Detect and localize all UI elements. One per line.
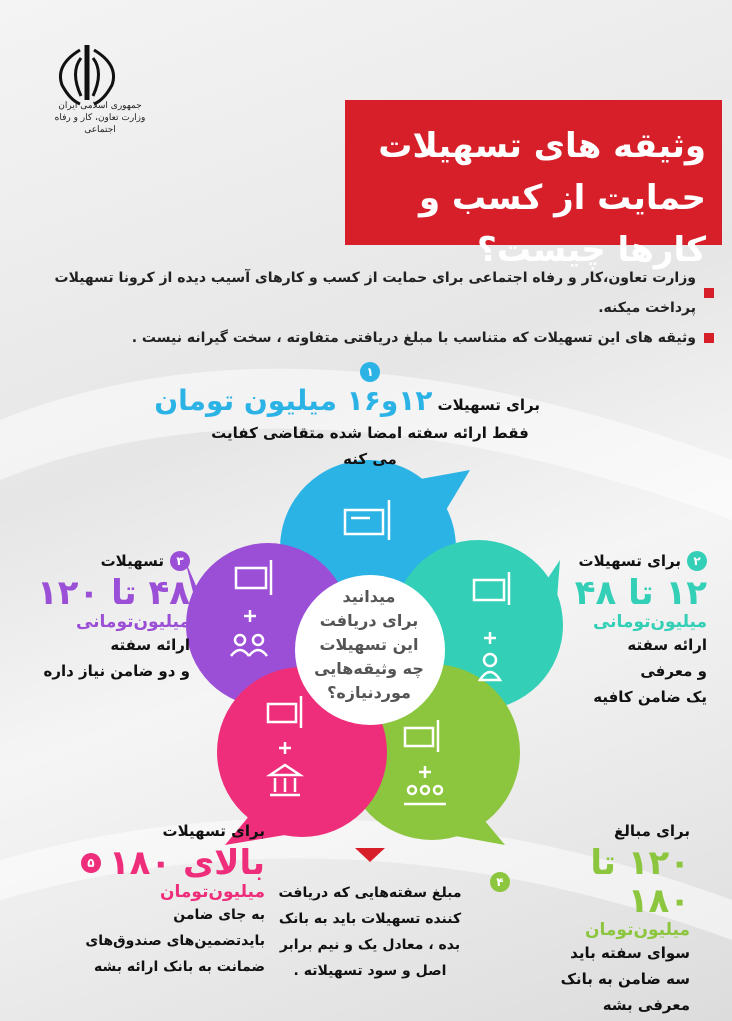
item-amount: ۱۲و۱۶ میلیون تومان <box>154 384 433 417</box>
title-line1: وثیقه های تسهیلات <box>378 126 706 166</box>
item-unit: میلیون‌تومانی <box>75 612 190 632</box>
item-amount: ۱۲ تا ۴۸ <box>574 573 707 613</box>
bullet-text: وثیقه های این تسهیلات که متناسب با مبلغ دریافتی متفاوته ، سخت گیرانه نیست . <box>131 330 696 346</box>
center-line: میدانید <box>342 587 396 606</box>
item-line: و دو ضامن نیاز داره <box>43 662 190 680</box>
item-number: ۱ <box>360 362 380 382</box>
bullet-text: وزارت تعاون،کار و رفاه اجتماعی برای حمایت از کسب و کارهای آسیب دیده از کرونا تسهیلات پرداخت میکنه. <box>54 270 696 316</box>
title-box <box>345 100 722 270</box>
item-2 <box>547 548 707 710</box>
item-unit: میلیون‌تومان <box>585 920 690 940</box>
logo-line1: جمهوری اسلامی ایران <box>58 101 142 111</box>
item-line: بایدتضمین‌های صندوق‌های <box>85 933 265 949</box>
item-line: و معرفی <box>640 662 707 680</box>
item-number: ۵ <box>81 853 101 873</box>
item-number: ۴ <box>490 872 510 892</box>
note-line: اصل و سود تسهیلاته . <box>293 963 447 979</box>
item-pre: تسهیلات <box>100 552 164 570</box>
center-line: این تسهیلات <box>319 635 419 654</box>
logo-line2: وزارت تعاون، کار و رفاه اجتماعی <box>54 113 146 135</box>
item-line: یک ضامن کافیه <box>593 688 707 706</box>
item-line: سه ضامن به بانک <box>560 970 690 988</box>
item-pre: برای مبالغ <box>614 822 690 840</box>
item-number: ۲ <box>687 551 707 571</box>
bullet-item <box>14 323 714 353</box>
center-line: موردنیازه؟ <box>327 683 411 702</box>
center-line: برای دریافت <box>319 611 419 630</box>
item-line: سوای سفته باید <box>570 944 690 962</box>
item-number: ۳ <box>170 551 190 571</box>
item-line: ارائه سفته <box>627 636 707 654</box>
item-line: فقط ارائه سفته امضا شده متقاضی کفایت می کنه <box>211 424 529 468</box>
center-line: چه وثیقه‌هایی <box>314 659 424 678</box>
note-line: مبلغ سفته‌هایی که دریافت <box>278 885 462 901</box>
item-4 <box>490 818 690 1018</box>
note-line: بده ، معادل یک و نیم برابر <box>279 937 461 953</box>
item-line: به جای ضامن <box>173 907 265 923</box>
item-3 <box>20 548 190 684</box>
title-line2: حمایت از کسب و کارها چیست؟ <box>418 178 706 270</box>
bullet-item <box>14 263 714 323</box>
bullet-square-icon <box>704 288 714 298</box>
item-line: ضمانت به بانک ارائه بشه <box>94 959 265 975</box>
note-line: کننده تسهیلات باید به بانک <box>278 911 462 927</box>
item-line: ارائه سفته <box>110 636 190 654</box>
note-box <box>275 880 465 984</box>
item-1 <box>154 362 540 472</box>
intro-bullets <box>14 263 714 353</box>
ministry-logo <box>40 100 160 136</box>
item-unit: میلیون‌تومانی <box>592 612 707 632</box>
bullet-square-icon <box>704 333 714 343</box>
item-5 <box>40 818 265 980</box>
emblem-logo <box>60 45 113 104</box>
item-amount: بالای ۱۸۰ <box>108 843 265 883</box>
item-amount: ۱۲۰ تا ۱۸۰ <box>590 843 690 921</box>
item-pre: برای تسهیلات <box>162 822 265 840</box>
item-line: معرفی بشه <box>602 996 690 1014</box>
item-unit: میلیون‌تومان <box>160 882 265 902</box>
item-amount: ۴۸ تا ۱۲۰ <box>37 573 190 613</box>
item-pre: برای تسهیلات <box>578 552 681 570</box>
center-question <box>300 585 438 705</box>
item-pre: برای تسهیلات <box>437 396 540 414</box>
